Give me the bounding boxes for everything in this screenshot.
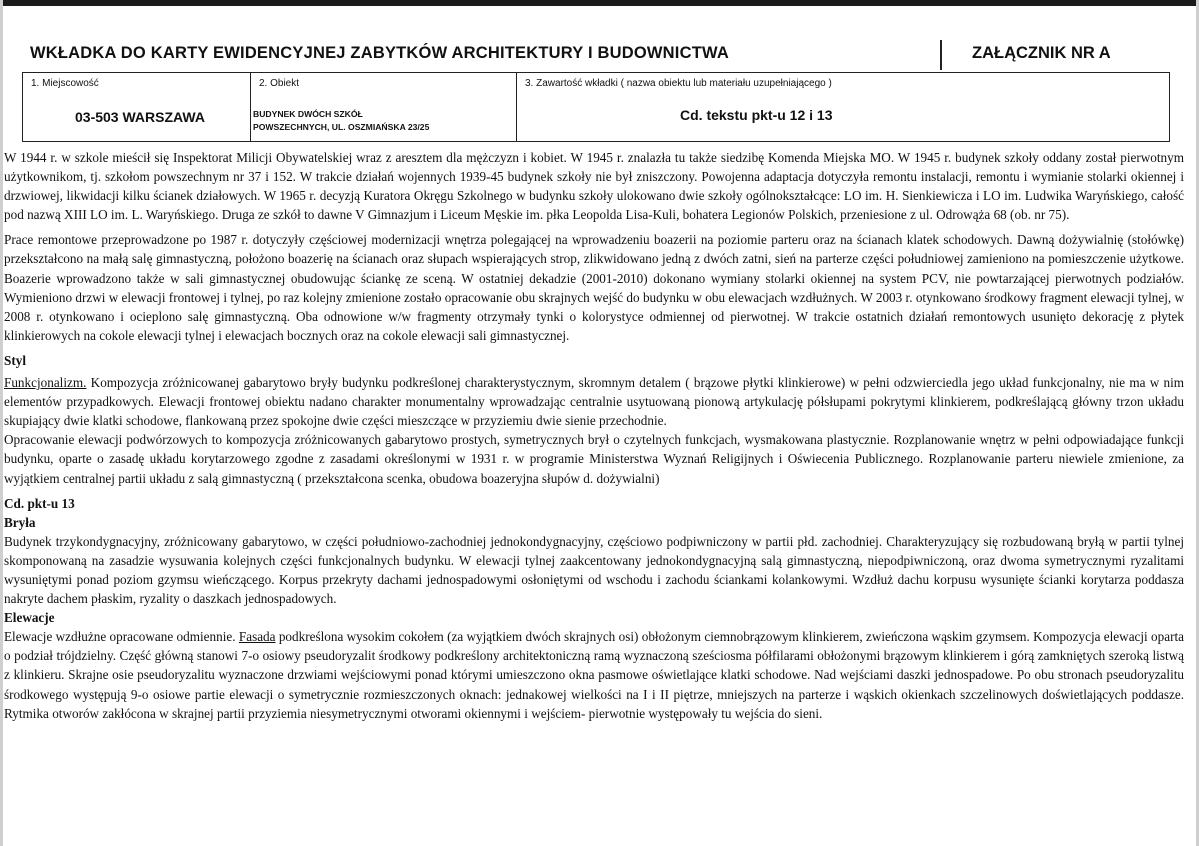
elevations-description: podkreślona wysokim cokołem (za wyjątkiem dwóch skrajnych osi) obłożonym ciemnobrązowym klinkierem, zwieńczona wąskim gzymsem. Kompozycja elewacji oparta o podział trójdzielny. Część główną stanowi 7-o osiowy pseudoryzalit środkowy podkreślony architektoniczną ramą wyznaczoną sześciosma półfilarami obłożonymi brązowym klinkierem i górą zamkniętych szeroką listwą z klinkieru. Skrajne osie pseudoryzalitu wyznaczone drzwiami wejściowymi ponad którymi umieszczono okna pasmowe oświetlające klatki schodowe. Nad wejściami daszki jednospadowe. Po obu stronach pseudoryzalitu środkowego występują 9-o osiowe partie elewacji o symetrycznie rozmieszczonych oknach: jednakowej wielkości na I i II piętrze, mniejszych na parterze i wąskich okienkach szczelinowych doświetlających poddasze. Rytmika otworów zakłócona w skrajnej partii przyziemia niesymetrycznymi otworami okiennymi i wejściem- pierwotnie występowały tu wejścia do sieni.	[4, 629, 1185, 721]
object-cell	[251, 73, 517, 141]
paragraph-massing: Budynek trzykondygnacyjny, zróżnicowany gabarytowo, w części południowo-zachodniej jednokondygnacyjny, częściowo podpiwniczony w partii płd. zachodniej. Charakteryzujący się rozbudowaną bryłą w partii tylnej skomponowaną na zasadzie wysuwania kolejnych części funkcjonalnych budynku. W elewacji tylnej zaakcentowany jednokondygnacyjną salą gimnastyczną, niepodpiwniczoną, oraz dwoma symetrycznymi ryzalitami wysuniętymi ponad poziom gzymsu wieńczącego. Korpus przekryty dachami jednospadowymi osłoniętymi od wschodu i zachodu ściankami kolankowymi. Wzdłuż dachu korpusu wysunięte ścianki korytarza poddasza nakryte dachem płaskim, ryzality o daszkach jednospadowych.	[4, 533, 1184, 607]
paragraph-courtyard: Opracowanie elewacji podwórzowych to kompozycja zróżnicowanych gabarytowo prostych, symetrycznych brył o czytelnych funkcjach, wysmakowana plastycznie. Rozplanowanie wnętrz w pełni odpowiadające funkcji budynku, oparte o zasadę układu korytarzowego zgodne z zasadami określonymi w 1931 r. w programie Ministerstwa Wyznań Religijnych i Oświecenia Publicznego. Rozplanowanie parteru niewiele zmienione, za wyjątkiem centralnej partii układu z salą gimnastyczną ( przekształcona scenka, obudowa boazeryjna słupów d. dożywialni)	[4, 432, 1184, 486]
content-label: 3. Zawartość wkładki ( nazwa obiektu lub materiału uzupełniającego )	[525, 78, 832, 89]
heading-point-13: Cd. pkt-u 13	[4, 495, 75, 511]
scan-top-border	[0, 0, 1199, 6]
info-table	[22, 72, 1170, 142]
header-divider	[940, 40, 942, 70]
heading-style: Styl	[4, 352, 26, 368]
object-value-line2: POWSZECHNYCH, UL. OSZMIAŃSKA 23/25	[253, 122, 430, 132]
object-label: 2. Obiekt	[259, 78, 300, 89]
content-value: Cd. tekstu pkt-u 12 i 13	[680, 107, 833, 123]
elevations-intro: Elewacje wzdłużne opracowane odmiennie.	[4, 629, 239, 645]
scan-left-edge	[0, 0, 3, 846]
style-term: Funkcjonalizm.	[4, 375, 87, 391]
facade-term: Fasada	[238, 629, 276, 645]
paragraph-renovations: Prace remontowe przeprowadzone po 1987 r. dotyczyły częściowej modernizacji wnętrza polegającej na wprowadzeniu boazerii na poziomie parteru oraz na ścianach klatek schodowych. Dawną dożywialnię (stołówkę) przekształcono na małą salę gimnastyczną, położono boazerię na ścianach oraz słupach wspierających strop, zlikwidowano jedną z dwóch zatni, sień na parterze części południowej zamieniono na pomieszczenie użytkowe. Boazerie wprowadzono także w sali gimnastycznej obudowując ściankę ze sceną. W ostatniej dekadzie (2001-2010) dokonano wymiany stolarki okiennej na system PCV, nie powtarzającej pierwotnych podziałów. Wymieniono drzwi w elewacji frontowej i tylnej, po raz kolejny zmienione zostało opracowanie obu skrajnych wejść do budynku w obu elewacjach wzdłużnych. W 2003 r. otynkowano środkowy fragment elewacji tylnej, w 2008 r. otynkowano i ocieplono salę gimnastyczną. Oba odnowione w/w fragmenty otrzymały tynki o kolorystyce odmiennej od pierwotnej. W trakcie ostatnich działań remontowych usunięto dekorację z płytek klinkierowych na cokole elewacji tylnej i elewacjach bocznych oraz na cokole elewacji sali gimnastycznej.	[4, 232, 1184, 343]
object-value-line1: BUDYNEK DWÓCH SZKÓŁ	[253, 109, 363, 119]
annex-number: ZAŁĄCZNIK NR A	[972, 44, 1111, 62]
document-body	[4, 148, 1184, 723]
paragraph-elevations	[4, 627, 1184, 722]
style-description: Kompozycja zróżnicowanej gabarytowo bryły budynku podkreślonej charakterystycznym, skromnym detalem ( brązowe płytki klinkierowe) w pełni odzwierciedla jego układ funkcjonalny, nie ma w nim elementów przypadkowych. Elewacji frontowej obiektu nadano charakter monumentalny wprowadzając centralnie usytuowaną pionową artykulację półsłupami pokrytymi klinkierem, podkreślającą główny trzon układu skupiający dwie klatki schodowe, flankowaną przez spokojne dwie części mieszczące w przyziemiu dwie sienie przechodnie.	[4, 375, 1184, 429]
paragraph-history: W 1944 r. w szkole mieścił się Inspektorat Milicji Obywatelskiej wraz z aresztem dla mężczyzn i kobiet. W 1945 r. znalazła tu także siedzibę Komenda Miejska MO. W 1945 r. budynek szkoły oddany został pierwotnym użytkownikom, tj. szkołom powszechnym nr 37 i 152. W trakcie działań wojennych 1939-45 budynek szkoły nie był zniszczony. Powojenna adaptacja dotyczyła remontu instalacji, remontu i wymianie stolarki okiennej i drzwiowej, likwidacji kilku ścianek działowych. W 1965 r. decyzją Kuratora Okręgu Szkolnego w budynku szkoły ulokowano dwie szkoły ogólnokształcące: LO im. H. Sienkiewicza i LO im. Ludwika Waryńskiego, całość pod nazwą XIII LO im. L. Waryńskiego. Druga ze szkół to dawne V Gimnazjum i Liceum Męskie im. płka Leopolda Lisa-Kuli, bohatera Legionów Polskich, przeniesione z ul. Odrowąża 68 (ob. nr 75).	[4, 150, 1184, 223]
content-cell	[517, 73, 1169, 141]
locality-cell	[23, 73, 251, 141]
form-title: WKŁADKA DO KARTY EWIDENCYJNEJ ZABYTKÓW ARCHITEKTURY I BUDOWNICTWA	[30, 44, 729, 62]
locality-value: 03-503 WARSZAWA	[75, 109, 205, 125]
object-value	[253, 108, 429, 134]
paragraph-style	[4, 373, 1184, 430]
locality-label: 1. Miejscowość	[31, 78, 99, 89]
heading-massing: Bryła	[4, 514, 36, 530]
heading-elevations: Elewacje	[4, 610, 55, 626]
